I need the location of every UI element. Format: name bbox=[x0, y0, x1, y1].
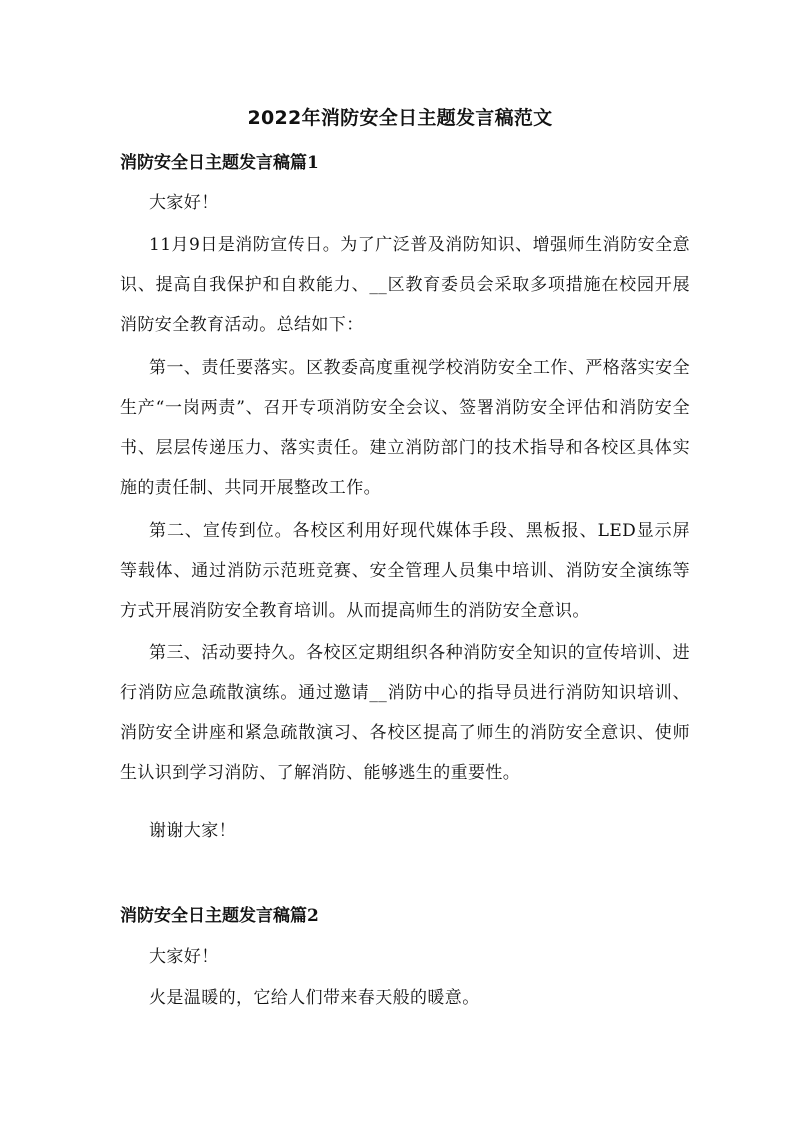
paragraph-first-point: 第一、责任要落实。区教委高度重视学校消防安全工作、严格落实安全生产“一岗两责”、召开专项消防安全会议、签署消防安全评估和消防安全书、层层传递压力、落实责任。建立消防部门的技术指导和各校区具体实施的责任制、共同开展整改工作。 bbox=[120, 358, 690, 498]
paragraph-greeting-1: 大家好！ bbox=[149, 193, 219, 213]
paragraph-thanks: 谢谢大家！ bbox=[149, 821, 236, 841]
section-heading-2: 消防安全日主题发言稿篇2 bbox=[120, 906, 319, 926]
paragraph-fire-warmth: 火是温暖的，它给人们带来春天般的暖意。 bbox=[149, 988, 480, 1008]
paragraph-second-point: 第二、宣传到位。各校区利用好现代媒体手段、黑板报、LED显示屏等载体、通过消防示范班竞赛、安全管理人员集中培训、消防安全演练等方式开展消防安全教育培训。从而提高师生的消防安全意识。 bbox=[120, 521, 690, 621]
paragraph-intro: 11月9日是消防宣传日。为了广泛普及消防知识、增强师生消防安全意识、提高自我保护和自救能力、__区教育委员会采取多项措施在校园开展消防安全教育活动。总结如下： bbox=[120, 235, 690, 335]
paragraph-third-point: 第三、活动要持久。各校区定期组织各种消防安全知识的宣传培训、进行消防应急疏散演练。通过邀请__消防中心的指导员进行消防知识培训、消防安全讲座和紧急疏散演习、各校区提高了师生的消防安全意识、使师生认识到学习消防、了解消防、能够逃生的重要性。 bbox=[120, 643, 690, 783]
paragraph-greeting-2: 大家好！ bbox=[149, 947, 219, 967]
document-title: 2022年消防安全日主题发言稿范文 bbox=[247, 107, 553, 129]
section-heading-1: 消防安全日主题发言稿篇1 bbox=[120, 153, 319, 173]
